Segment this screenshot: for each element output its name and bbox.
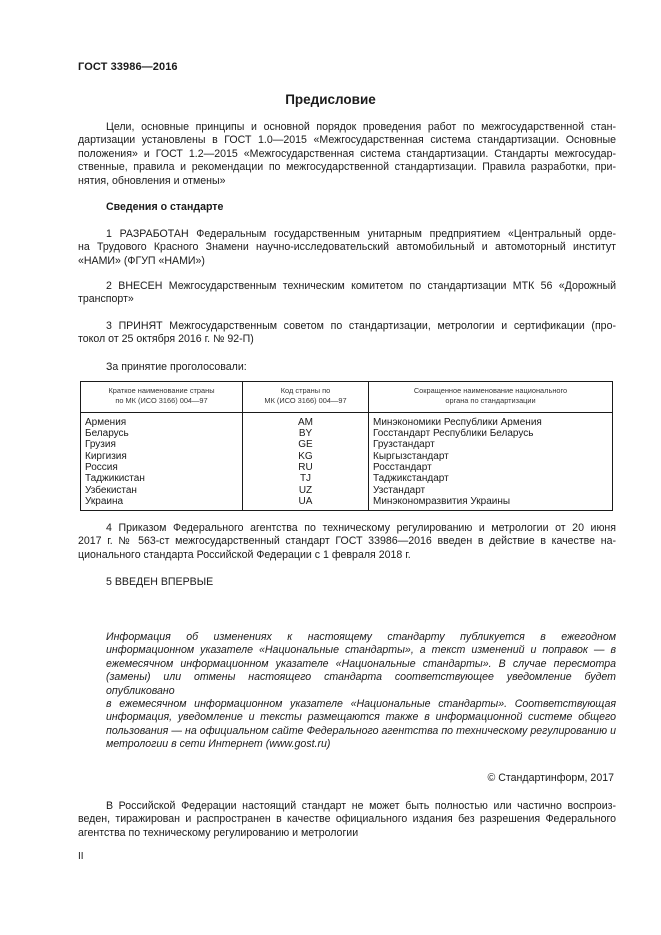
item-line: токол от 25 октября 2016 г. № 92-П) [78, 333, 254, 346]
body-cell: Росстандарт [369, 462, 613, 473]
item-line: ционального стандарта Российской Федерации с 1 февраля 2018 г. [78, 548, 411, 561]
country-cell: Армения [81, 412, 243, 428]
code-cell: UZ [243, 485, 369, 496]
table-row [81, 473, 613, 484]
table-row [81, 485, 613, 496]
country-cell: Киргизия [81, 451, 243, 462]
intro-line: ственные, правила и рекомендации по межгосударственной стандартизации. Правила разработки, при- [78, 161, 616, 174]
document-code: ГОСТ 33986—2016 [78, 61, 178, 73]
info-line: пользования — на официальном сайте Федерального агентства по техническому регулированию и [106, 724, 616, 737]
code-cell: AM [243, 412, 369, 428]
code-cell: TJ [243, 473, 369, 484]
info-line: информационном указателе «Национальные стандарты», а текст изменений и поправок — в [106, 644, 616, 657]
body-cell: Узстандарт [369, 485, 613, 496]
item-line: 3 ПРИНЯТ Межгосударственным советом по стандартизации, метрологии и сертификации (про- [106, 320, 616, 332]
code-cell: UA [243, 496, 369, 511]
country-cell: Украина [81, 496, 243, 511]
section-subheading: Сведения о стандарте [106, 201, 224, 213]
country-cell: Беларусь [81, 428, 243, 439]
copyright-notice: © Стандартинформ, 2017 [487, 772, 614, 784]
intro-paragraph [78, 121, 616, 188]
code-cell: BY [243, 428, 369, 439]
info-line: в ежемесячном информационном указателе «Национальные стандарты». Соответствующая [106, 698, 616, 711]
item-line: 1 РАЗРАБОТАН Федеральным государственным унитарным предприятием «Центральный орде- [106, 228, 616, 240]
body-cell: Грузстандарт [369, 439, 613, 450]
item-introduced [78, 576, 616, 589]
page-number: II [78, 851, 84, 862]
item-adopted [78, 320, 616, 347]
vote-label: За принятие проголосовали: [106, 361, 247, 373]
intro-line: Цели, основные принципы и основной порядок проведения работ по межгосударственной стан- [106, 121, 616, 133]
table-row [81, 496, 613, 511]
column-header-body: Сокращенное наименование национального органа по стандартизации [369, 382, 613, 413]
item-line: «НАМИ» (ФГУП «НАМИ») [78, 254, 205, 267]
intro-line: дартизации установлены в ГОСТ 1.0—2015 «Межгосударственная система стандартизации. Основные [78, 134, 616, 147]
country-cell: Таджикистан [81, 473, 243, 484]
table-row [81, 462, 613, 473]
code-cell: RU [243, 462, 369, 473]
rights-line: веден, тиражирован и распространен в качестве официального издания без разрешения Федерального [78, 813, 616, 826]
info-line: информация, уведомление и тексты размещаются также в информационной системе общего [106, 711, 616, 724]
rights-line: В Российской Федерации настоящий стандарт не может быть полностью или частично воспроиз- [106, 800, 616, 812]
info-line: (замены) или отмены настоящего стандарта соответствующее уведомление будет опубликовано [106, 671, 616, 697]
amendments-info [106, 631, 616, 752]
item-line: на Трудового Красного Знамени научно-исследовательский автомобильный и автомоторный институт [78, 241, 616, 254]
table-row [81, 451, 613, 462]
table-row [81, 439, 613, 450]
body-cell: Госстандарт Республики Беларусь [369, 428, 613, 439]
item-line: 2017 г. № 563-ст межгосударственный стандарт ГОСТ 33986—2016 введен в действие в качестве на- [78, 535, 616, 548]
intro-line: нятия, обновления и отмены» [78, 174, 226, 187]
code-cell: GE [243, 439, 369, 450]
column-header-code: Код страны по МК (ИСО 3166) 004—97 [243, 382, 369, 413]
item-line: 4 Приказом Федерального агентства по техническому регулированию и метрологии от 20 июня [106, 522, 616, 534]
body-cell: Минэкономики Республики Армения [369, 412, 613, 428]
table-row [81, 412, 613, 428]
body-cell: Минэкономразвития Украины [369, 496, 613, 511]
country-cell: Россия [81, 462, 243, 473]
country-cell: Грузия [81, 439, 243, 450]
item-line: 2 ВНЕСЕН Межгосударственным техническим комитетом по стандартизации МТК 56 «Дорожный [106, 280, 616, 292]
code-cell: KG [243, 451, 369, 462]
item-line: 5 ВВЕДЕН ВПЕРВЫЕ [106, 576, 214, 588]
intro-line: положения» и ГОСТ 1.2—2015 «Межгосударственная система стандартизации. Стандарты межгосудар- [78, 147, 616, 160]
body-cell: Кыргызстандарт [369, 451, 613, 462]
page-title: Предисловие [285, 92, 376, 107]
info-line: Информация об изменениях к настоящему стандарту публикуется в ежегодном [106, 631, 616, 643]
rights-line: агентства по техническому регулированию и метрологии [78, 826, 359, 839]
item-developed [78, 228, 616, 268]
item-line: транспорт» [78, 293, 134, 306]
rights-paragraph [78, 800, 616, 840]
table-row [81, 428, 613, 439]
country-cell: Узбекистан [81, 485, 243, 496]
column-header-country: Краткое наименование страны по МК (ИСО 3166) 004—97 [81, 382, 243, 413]
info-line: ежемесячном информационном указателе «Национальные стандарты». В случае пересмотра [106, 657, 616, 670]
item-enacted [78, 522, 616, 562]
item-submitted [78, 280, 616, 307]
voting-states-table [80, 381, 613, 511]
body-cell: Таджикстандарт [369, 473, 613, 484]
info-line: метрологии в сети Интернет (www.gost.ru) [106, 738, 331, 751]
table-header-row [81, 382, 613, 413]
